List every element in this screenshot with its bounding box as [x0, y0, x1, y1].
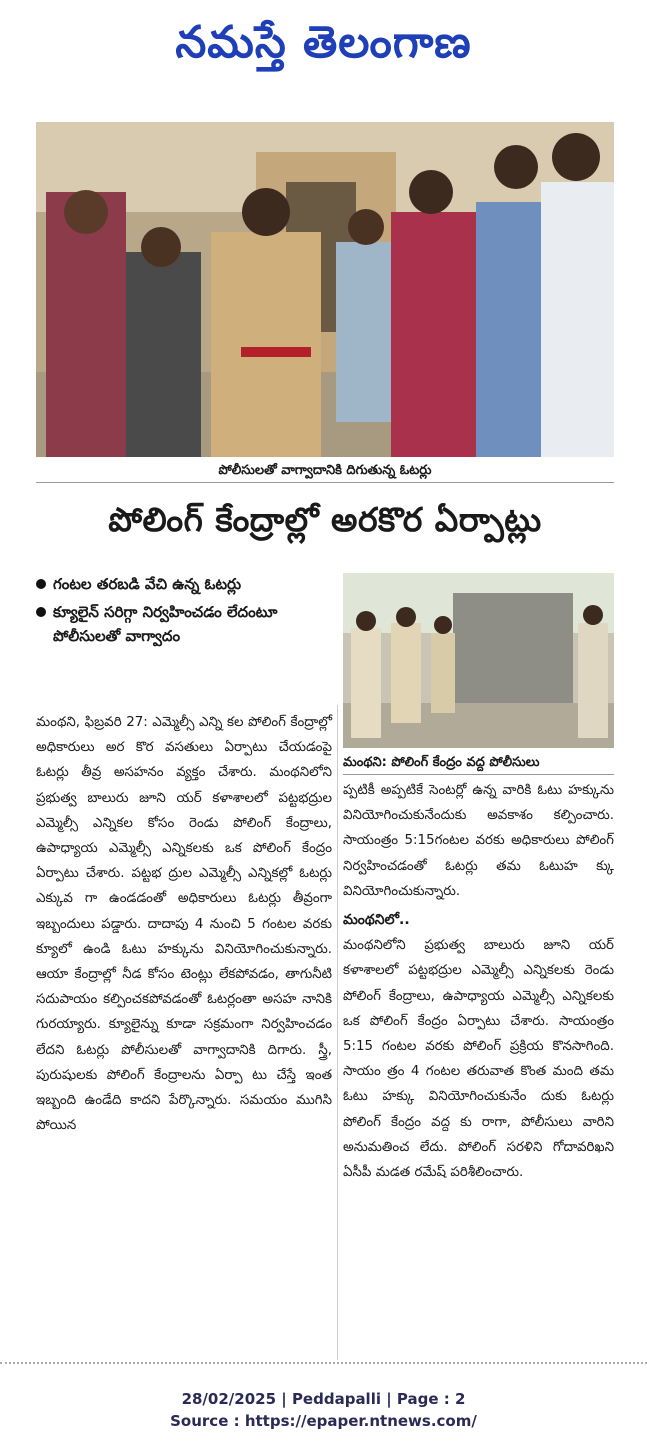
secondary-photo — [343, 573, 614, 748]
footer-date-edition: 28/02/2025 | Peddapalli | Page : 2 — [181, 1390, 466, 1408]
masthead — [0, 8, 647, 78]
main-photo-caption: పోలీసులతో వాగ్వాదానికి దిగుతున్న ఓటర్లు — [36, 460, 614, 483]
bullet-text: గంటల తరబడి వేచి ఉన్న ఓటర్లు — [53, 575, 242, 593]
bullet-item — [36, 572, 336, 596]
bullet-list — [36, 572, 336, 652]
footer-divider — [0, 1362, 647, 1364]
bullet-text: క్యూలైన్ సరిగ్గా నిర్వహించడం లేదంటూ పోలీసులతో వాగ్వాదం — [53, 603, 278, 645]
article-column-right — [343, 778, 614, 1185]
headline: పోలింగ్ కేంద్రాల్లో అరకొర ఏర్పాట్లు — [108, 500, 542, 539]
bullet-item — [36, 600, 336, 648]
article-subhead: మంథనిలో.. — [343, 912, 410, 929]
newspaper-title: నమస్తే తెలంగాణ — [175, 17, 472, 68]
footer — [0, 1388, 647, 1432]
main-photo — [36, 122, 614, 457]
article-column-left — [36, 710, 332, 1138]
footer-source: Source : https://epaper.ntnews.com/ — [170, 1412, 477, 1430]
article-body-left: మంథని, ఫిబ్రవరి 27: ఎమ్మెల్సీ ఎన్ని కల పోలింగ్ కేంద్రాల్లో అధికారులు అర కొర వసతులు ఏర్పాటు చేయడంపై ఓటర్లు తీవ్ర అసహనం వ్యక్తం చేశారు. మంథనిలోని ప్రభుత్వ బాలురు జూని యర్ కళాశాలలో పట్టభద్రుల ఎమ్మెల్సీ ఎన్నికల కోసం రెండు పోలింగ్ కేంద్రాలు, ఉపాధ్యాయ ఎమ్మెల్సీ ఎన్నికలకు ఒక పోలింగ్ కేంద్రం ఏర్పాటు చేశారు. పట్టభ ద్రుల ఎమ్మెల్సీ ఎన్నికల్లో ఓటర్లు ఎక్కువ గా ఉండడంతో అధికారులు ఓటర్లు తీవ్రంగా ఇబ్బందులు పడ్డారు. దాదాపు 4 నుంచి 5 గంటల వరకు క్యూలో ఉండి ఓటు హక్కును వినియోగించుకున్నారు. ఆయా కేంద్రాల్లో నీడ కోసం టెంట్లు లేకపోవడం, తాగునీటి సదుపాయం కల్పించకపోవడంతో ఓటర్లంతా అసహ నానికి గురయ్యారు. క్యూలైన్ను కూడా సక్రమంగా నిర్వహించడం లేదని ఓటర్లు పోలీసులతో వాగ్వాదానికి దిగారు. స్త్రీ, పురుషులకు పోలింగ్ కేంద్రాలను ఏర్పా టు చేస్తే ఇంత ఇబ్బంది ఉండేది కాదని పేర్కొన్నారు. సమయం ముగిసి పోయిన — [36, 715, 332, 1134]
bullet-icon — [36, 607, 46, 617]
article-body-right-2: మంథనిలోని ప్రభుత్వ బాలురు జూని యర్ కళాశాలలో పట్టభద్రుల ఎమ్మెల్సీ ఎన్నికలకు రెండు పోలింగ్ కేంద్రాలు, ఉపాధ్యాయ ఎమ్మెల్సీ ఎన్నికలకు ఒక పోలింగ్ కేంద్రం ఏర్పాటు చేశారు. సాయంత్రం 5:15 గంటల వరకు పోలింగ్ ప్రక్రియ కొనసాగింది. సాయం త్రం 4 గంటల తరువాత కొంత మంది తమ ఓటు హక్కు వినియోగించుకునేం దుకు ఓటర్లు పోలింగ్ కేంద్రం వద్ద కు రాగా, పోలీసులు వారిని అనుమతించ లేదు. పోలింగ్ సరళిని గోదావరిఖని ఏసీపీ మడత రమేష్ పరిశీలించారు. — [343, 938, 614, 1181]
secondary-photo-caption: మంథని: పోలింగ్ కేంద్రం వద్ద పోలీసులు — [343, 752, 614, 775]
column-divider — [337, 705, 338, 1360]
article-body-right: ప్పటికీ అప్పటికే సెంటర్లో ఉన్న వారికి ఓటు హక్కును వినియోగించుకునేందుకు అవకాశం కల్పించారు. సాయంత్రం 5:15గంటల వరకు అధికారులు పోలింగ్ నిర్వహించడంతో ఓటర్లు తమ ఓటుహ క్కు వినియోగించుకున్నారు. — [343, 783, 614, 899]
bullet-icon — [36, 579, 46, 589]
